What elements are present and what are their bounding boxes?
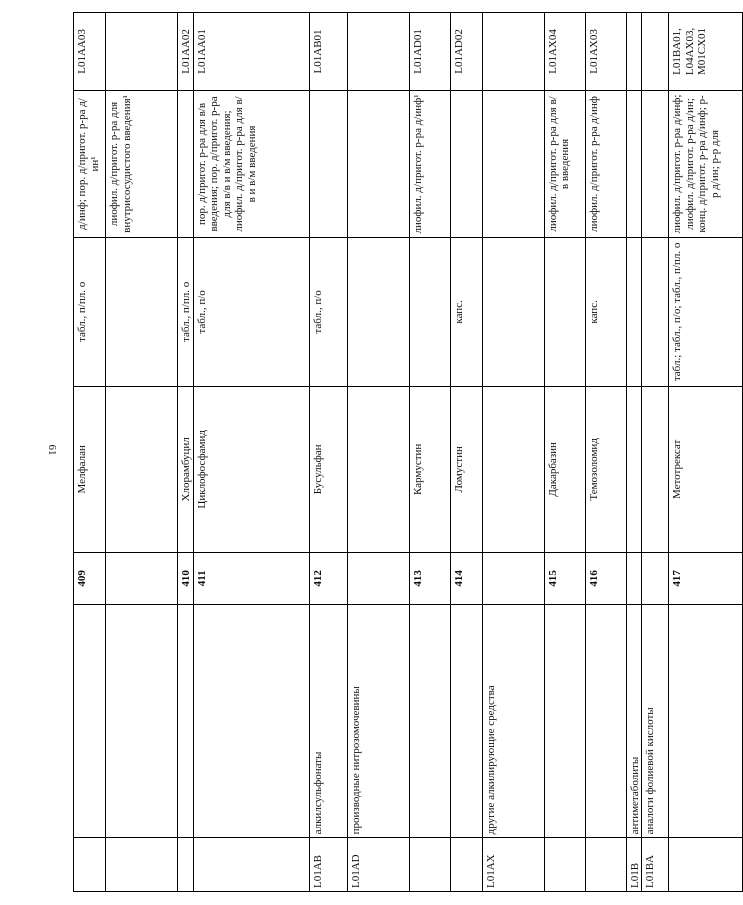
table-row [450, 13, 482, 892]
form-cell: капс. [585, 237, 626, 386]
form-cell: табл., п/о [193, 237, 309, 386]
table-row [106, 13, 178, 892]
table-row [626, 13, 642, 892]
form-cell [106, 237, 178, 386]
form-cell [626, 237, 642, 386]
group-cell [409, 604, 450, 838]
atc-code-cell: L01BA01, L04AX03, M01CX01 [669, 13, 743, 91]
number-cell [626, 552, 642, 604]
table-row [669, 13, 743, 892]
form-detail-cell: д/инф; пор. д/пригот. р-ра д/ин¹ [74, 90, 106, 237]
form-cell [347, 237, 409, 386]
drug-name-cell: Бусульфан [309, 386, 347, 552]
drug-name-cell: Кармустин [409, 386, 450, 552]
table-row [178, 13, 194, 892]
form-detail-cell: лиофил. д/пригот. р-ра д/инф [585, 90, 626, 237]
drug-name-cell [106, 386, 178, 552]
number-cell: 412 [309, 552, 347, 604]
table-row [347, 13, 409, 892]
atc-code-cell: L01AX03 [585, 13, 626, 91]
drug-name-cell: Темозоломид [585, 386, 626, 552]
atc-cell: L01BA [642, 838, 669, 892]
atc-code-cell: L01AB01 [309, 13, 347, 91]
atc-cell [585, 838, 626, 892]
form-detail-cell [178, 90, 194, 237]
form-detail-cell [482, 90, 544, 237]
group-cell [450, 604, 482, 838]
form-cell [482, 237, 544, 386]
table-row [409, 13, 450, 892]
form-detail-cell [626, 90, 642, 237]
drug-name-cell [347, 386, 409, 552]
form-cell: табл.; табл., п/о; табл., п/пл. о [669, 237, 743, 386]
drug-name-cell: Ломустин [450, 386, 482, 552]
number-cell [482, 552, 544, 604]
number-cell: 410 [178, 552, 194, 604]
atc-code-cell: L01AA01 [193, 13, 309, 91]
table-row [585, 13, 626, 892]
table-row [193, 13, 309, 892]
atc-cell [74, 838, 106, 892]
atc-code-cell: L01AA02 [178, 13, 194, 91]
table-row [544, 13, 585, 892]
group-cell: аналоги фолиевой кислоты [642, 604, 669, 838]
form-detail-cell: лиофил. д/пригот. р-ра для внутрисосудистого введения¹ [106, 90, 178, 237]
atc-code-cell [106, 13, 178, 91]
group-cell: производные нитрозомочевины [347, 604, 409, 838]
number-cell: 411 [193, 552, 309, 604]
group-cell [585, 604, 626, 838]
number-cell: 409 [74, 552, 106, 604]
number-cell: 415 [544, 552, 585, 604]
form-detail-cell: лиофил. д/пригот. р-ра для в/в введения [544, 90, 585, 237]
atc-cell [669, 838, 743, 892]
atc-code-cell: L01AD02 [450, 13, 482, 91]
group-cell [193, 604, 309, 838]
atc-code-cell [482, 13, 544, 91]
number-cell: 414 [450, 552, 482, 604]
table-row [482, 13, 544, 892]
atc-code-cell [626, 13, 642, 91]
table-row [74, 13, 106, 892]
table-body [74, 13, 743, 892]
form-cell: табл., п/о [309, 237, 347, 386]
atc-code-cell: L01AX04 [544, 13, 585, 91]
form-detail-cell [642, 90, 669, 237]
atc-cell: L01AB [309, 838, 347, 892]
group-cell: другие алкилирующие средства [482, 604, 544, 838]
atc-cell: L01AD [347, 838, 409, 892]
drug-name-cell [626, 386, 642, 552]
form-cell [544, 237, 585, 386]
drug-name-cell: Дакарбазин [544, 386, 585, 552]
table-row [642, 13, 669, 892]
document-table-rotated [73, 12, 721, 892]
form-detail-cell: лиофил. д/пригот. р-ра д/инф¹ [409, 90, 450, 237]
number-cell: 416 [585, 552, 626, 604]
atc-code-cell [347, 13, 409, 91]
group-cell [178, 604, 194, 838]
drug-table [73, 12, 743, 892]
form-cell: табл., п/пл. о [178, 237, 194, 386]
form-cell [642, 237, 669, 386]
form-detail-cell: лиофил. д/пригот. р-ра д/инф; лиофил. д/пригот. р-ра д/ин; конц. д/пригот. р-ра д/инф; р-р д/ин; р-р для [669, 90, 743, 237]
drug-name-cell: Хлорамбуцил [178, 386, 194, 552]
number-cell [106, 552, 178, 604]
number-cell [347, 552, 409, 604]
group-cell [106, 604, 178, 838]
atc-cell [178, 838, 194, 892]
number-cell [642, 552, 669, 604]
group-cell [544, 604, 585, 838]
table-row [309, 13, 347, 892]
form-cell: капс. [450, 237, 482, 386]
group-cell [669, 604, 743, 838]
page-number: 61 [46, 444, 58, 456]
drug-name-cell [642, 386, 669, 552]
number-cell: 413 [409, 552, 450, 604]
group-cell: алкилсульфонаты [309, 604, 347, 838]
atc-cell [544, 838, 585, 892]
atc-cell: L01AX [482, 838, 544, 892]
drug-name-cell [482, 386, 544, 552]
atc-code-cell [642, 13, 669, 91]
drug-name-cell: Мелфалан [74, 386, 106, 552]
drug-name-cell: Циклофосфамид [193, 386, 309, 552]
atc-cell [450, 838, 482, 892]
form-cell: табл., п/пл. о [74, 237, 106, 386]
form-detail-cell [347, 90, 409, 237]
atc-cell [193, 838, 309, 892]
drug-name-cell: Метотрексат [669, 386, 743, 552]
number-cell: 417 [669, 552, 743, 604]
atc-cell [106, 838, 178, 892]
atc-cell [409, 838, 450, 892]
group-cell [74, 604, 106, 838]
form-cell [409, 237, 450, 386]
atc-code-cell: L01AD01 [409, 13, 450, 91]
form-detail-cell [309, 90, 347, 237]
group-cell: антиметаболиты [626, 604, 642, 838]
atc-cell: L01B [626, 838, 642, 892]
form-detail-cell [450, 90, 482, 237]
atc-code-cell: L01AA03 [74, 13, 106, 91]
form-detail-cell: пор. д/пригот. р-ра для в/в введения; пор. д/пригот. р-ра для в/в и в/м введения; лиофил. д/пригот. р-ра для в/в и в/м введения [193, 90, 309, 237]
